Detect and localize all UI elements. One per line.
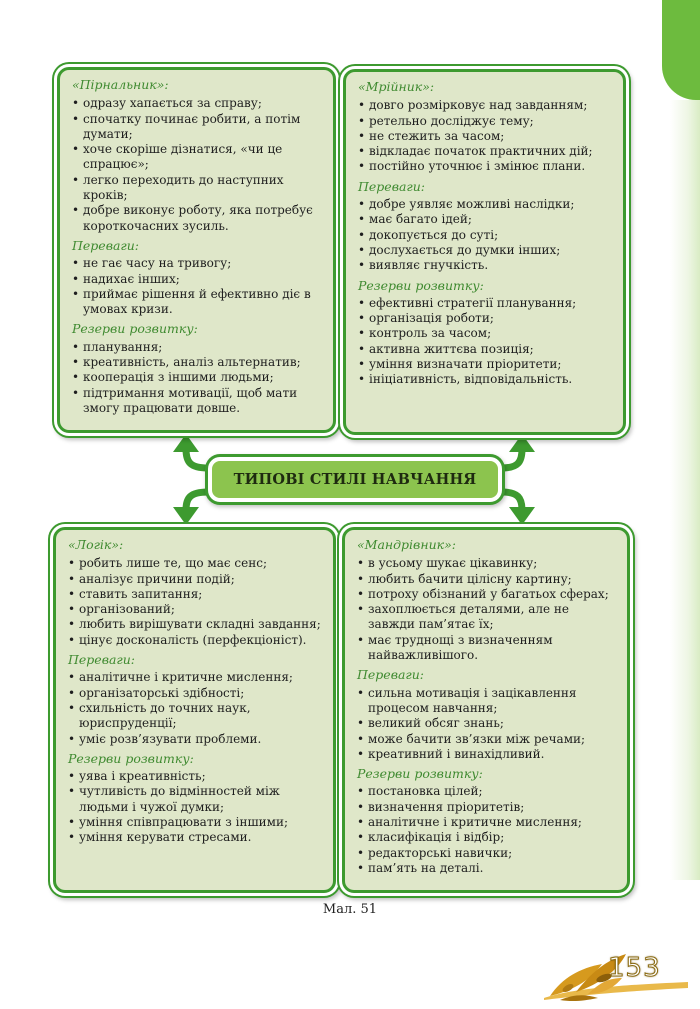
list-item: • в усьому шукає цікавинку; — [357, 556, 617, 571]
list-item: • ставить запитання; — [68, 587, 323, 602]
reserves-heading: Резерви розвитку: — [358, 277, 484, 293]
arrow-shaft-top-right — [502, 449, 522, 468]
style-box-pirnalnyk — [57, 67, 336, 433]
advantages-heading: Переваги: — [68, 652, 136, 668]
list-item: • сильна мотивація і зацікавлення процесом навчання; — [357, 686, 617, 717]
list-item: • кооперація з іншими людьми; — [72, 370, 323, 385]
list-item: • спочатку починає робити, а потім думати; — [72, 112, 323, 143]
style-name: «Мрійник»: — [358, 79, 435, 94]
list-item: • постійно уточнює і змінює плани. — [358, 159, 613, 174]
advantages-heading: Переваги: — [358, 178, 426, 194]
list-item: • постановка цілей; — [357, 784, 617, 799]
advantages-heading: Переваги: — [357, 667, 425, 683]
list-item: • визначення пріоритетів; — [357, 800, 617, 815]
list-item: • організований; — [68, 602, 323, 617]
list-item: • чутливість до відмінностей між людьми і чужої думки; — [68, 784, 323, 815]
list-item: • організація роботи; — [358, 311, 613, 326]
list-item: • добре уявляє можливі наслідки; — [358, 197, 613, 212]
arrow-head-top-left — [173, 434, 199, 452]
list-item: • класифікація і відбір; — [357, 830, 617, 845]
reserves-list — [358, 296, 613, 388]
list-item: • легко переходить до наступних кроків; — [72, 173, 323, 204]
list-item: • редакторські навички; — [357, 846, 617, 861]
list-item: • схильність до точних наук, юриспруденції; — [68, 701, 323, 732]
reserves-list — [68, 769, 323, 845]
arrow-head-top-right — [509, 434, 535, 452]
traits-list — [68, 556, 323, 648]
list-item: • аналітичне і критичне мислення; — [357, 815, 617, 830]
list-item: • виявляє гнучкість. — [358, 258, 613, 273]
list-item: • приймає рішення й ефективно діє в умовах кризи. — [72, 287, 323, 318]
list-item: • уміння керувати стресами. — [68, 830, 323, 845]
advantages-list — [358, 197, 613, 273]
style-box-logik — [53, 527, 336, 893]
arrow-head-bottom-right — [509, 507, 535, 525]
side-tab — [662, 0, 700, 100]
arrow-shaft-top-left — [186, 449, 208, 468]
reserves-heading: Резерви розвитку: — [68, 750, 194, 766]
list-item: • креативність, аналіз альтернатив; — [72, 355, 323, 370]
list-item: • надихає інших; — [72, 272, 323, 287]
list-item: • цінує досконалість (перфекціоніст). — [68, 633, 323, 648]
center-title-banner: ТИПОВІ СТИЛІ НАВЧАННЯ — [208, 457, 502, 502]
advantages-list — [72, 256, 323, 317]
list-item: • планування; — [72, 340, 323, 355]
list-item: • ретельно досліджує тему; — [358, 114, 613, 129]
list-item: • ефективні стратегії планування; — [358, 296, 613, 311]
arrow-shaft-bottom-left — [186, 492, 208, 510]
reserves-list — [357, 784, 617, 876]
list-item: • має труднощі з визначенням найважливішого. — [357, 633, 617, 664]
advantages-list — [357, 686, 617, 762]
list-item: • уява і креативність; — [68, 769, 323, 784]
side-strip — [670, 100, 700, 880]
traits-list — [72, 96, 323, 234]
list-item: • відкладає початок практичних дій; — [358, 144, 613, 159]
advantages-heading: Переваги: — [72, 237, 140, 253]
reserves-list — [72, 340, 323, 416]
list-item: • довго розмірковує над завданням; — [358, 98, 613, 113]
list-item: • докопується до суті; — [358, 228, 613, 243]
list-item: • підтримання мотивації, щоб мати змогу працювати довше. — [72, 386, 323, 417]
list-item: • уміння співпрацювати з іншими; — [68, 815, 323, 830]
list-item: • захоплюється деталями, але не завжди пам’ятає їх; — [357, 602, 617, 633]
style-box-mriinyk — [343, 69, 626, 435]
list-item: • дослухається до думки інших; — [358, 243, 613, 258]
figure-caption: Мал. 51 — [322, 902, 378, 917]
list-item: • уміє розв’язувати проблеми. — [68, 732, 323, 747]
list-item: • уміння визначати пріоритети; — [358, 357, 613, 372]
list-item: • любить бачити цілісну картину; — [357, 572, 617, 587]
list-item: • робить лише те, що має сенс; — [68, 556, 323, 571]
list-item: • креативний і винахідливий. — [357, 747, 617, 762]
list-item: • пам’ять на деталі. — [357, 861, 617, 876]
list-item: • має багато ідей; — [358, 212, 613, 227]
list-item: • одразу хапається за справу; — [72, 96, 323, 111]
page-number: 153 — [608, 953, 661, 983]
list-item: • аналітичне і критичне мислення; — [68, 670, 323, 685]
style-name: «Логік»: — [68, 537, 124, 552]
style-box-mandrivnyk — [342, 527, 630, 893]
reserves-heading: Резерви розвитку: — [357, 766, 483, 782]
list-item: • аналізує причини подій; — [68, 572, 323, 587]
advantages-list — [68, 670, 323, 746]
arrow-shaft-bottom-right — [502, 492, 522, 510]
list-item: • любить вирішувати складні завдання; — [68, 617, 323, 632]
list-item: • не гає часу на тривогу; — [72, 256, 323, 271]
list-item: • не стежить за часом; — [358, 129, 613, 144]
reserves-heading: Резерви розвитку: — [72, 321, 198, 337]
list-item: • потроху обізнаний у багатьох сферах; — [357, 587, 617, 602]
list-item: • добре виконує роботу, яка потребує короткочасних зусиль. — [72, 203, 323, 234]
list-item: • ініціативність, відповідальність. — [358, 372, 613, 387]
traits-list — [358, 98, 613, 174]
style-name: «Пірнальник»: — [72, 77, 169, 92]
arrow-head-bottom-left — [173, 507, 199, 525]
list-item: • хоче скоріше дізнатися, «чи це спрацює»; — [72, 142, 323, 173]
list-item: • великий обсяг знань; — [357, 716, 617, 731]
list-item: • організаторські здібності; — [68, 686, 323, 701]
list-item: • може бачити зв’язки між речами; — [357, 732, 617, 747]
style-name: «Мандрівник»: — [357, 537, 456, 552]
list-item: • контроль за часом; — [358, 326, 613, 341]
traits-list — [357, 556, 617, 663]
list-item: • активна життєва позиція; — [358, 342, 613, 357]
